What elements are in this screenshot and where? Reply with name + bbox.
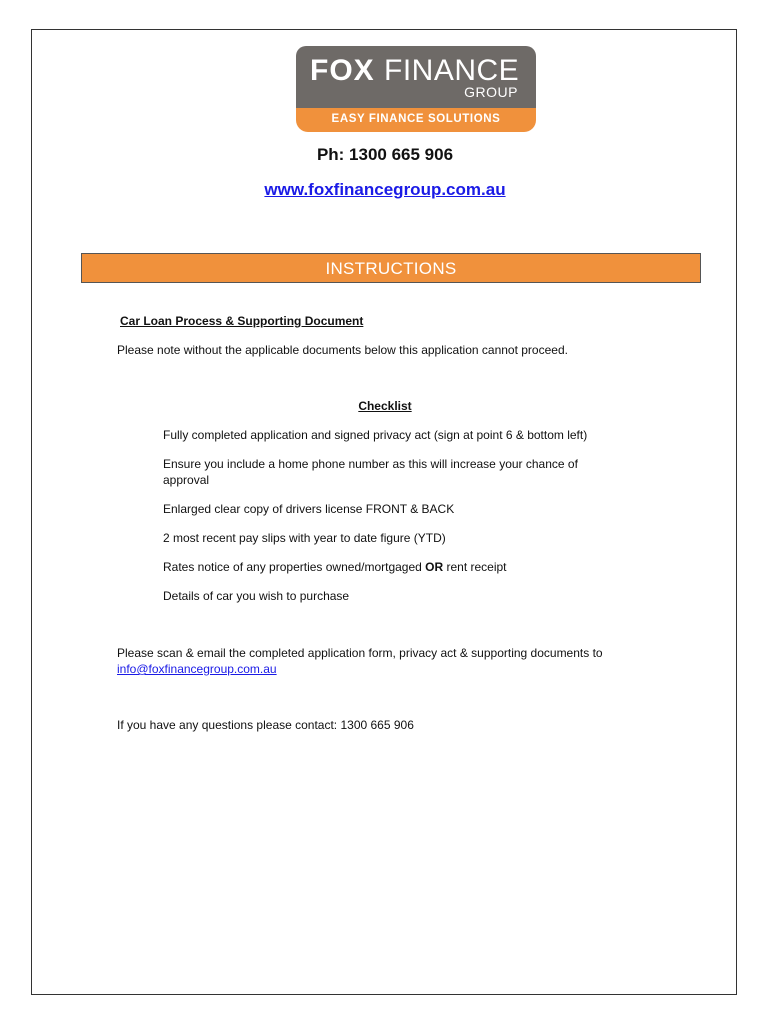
- logo-brand-light: FINANCE: [384, 54, 520, 87]
- logo-top-panel: [296, 46, 536, 108]
- phone-number: Ph: 1300 665 906: [316, 145, 454, 164]
- logo-tagline-bar: [296, 108, 536, 132]
- email-link[interactable]: info@foxfinancegroup.com.au: [117, 662, 277, 676]
- logo-group: GROUP: [464, 84, 518, 100]
- checklist-item: Ensure you include a home phone number as this will increase your chance of approval: [163, 457, 578, 487]
- section-heading: Car Loan Process & Supporting Document: [120, 314, 364, 328]
- banner-title: INSTRUCTIONS: [325, 259, 457, 278]
- logo-brand-bold: FOX: [310, 54, 375, 87]
- checklist-item: Enlarged clear copy of drivers license FRONT & BACK: [163, 502, 455, 516]
- fox-finance-logo: [296, 46, 536, 132]
- rates-text-before: Rates notice of any properties owned/mortgaged: [163, 560, 426, 574]
- checklist-item-rates: [163, 559, 633, 575]
- checklist-heading: Checklist: [358, 399, 412, 413]
- intro-note: Please note without the applicable documents below this application cannot proceed.: [117, 343, 568, 357]
- questions-contact: If you have any questions please contact: 1300 665 906: [117, 718, 414, 732]
- scan-instructions: Please scan & email the completed application form, privacy act & supporting documents to: [117, 646, 603, 660]
- logo-tagline: EASY FINANCE SOLUTIONS: [331, 113, 501, 125]
- rates-text-or: OR: [425, 560, 444, 574]
- website-link[interactable]: www.foxfinancegroup.com.au: [264, 180, 506, 199]
- instructions-banner: [81, 253, 701, 283]
- checklist-item: Fully completed application and signed privacy act (sign at point 6 & bottom left): [163, 428, 588, 442]
- checklist-item: 2 most recent pay slips with year to date figure (YTD): [163, 531, 446, 545]
- checklist-item: Details of car you wish to purchase: [163, 589, 350, 603]
- rates-text-after: rent receipt: [443, 560, 507, 574]
